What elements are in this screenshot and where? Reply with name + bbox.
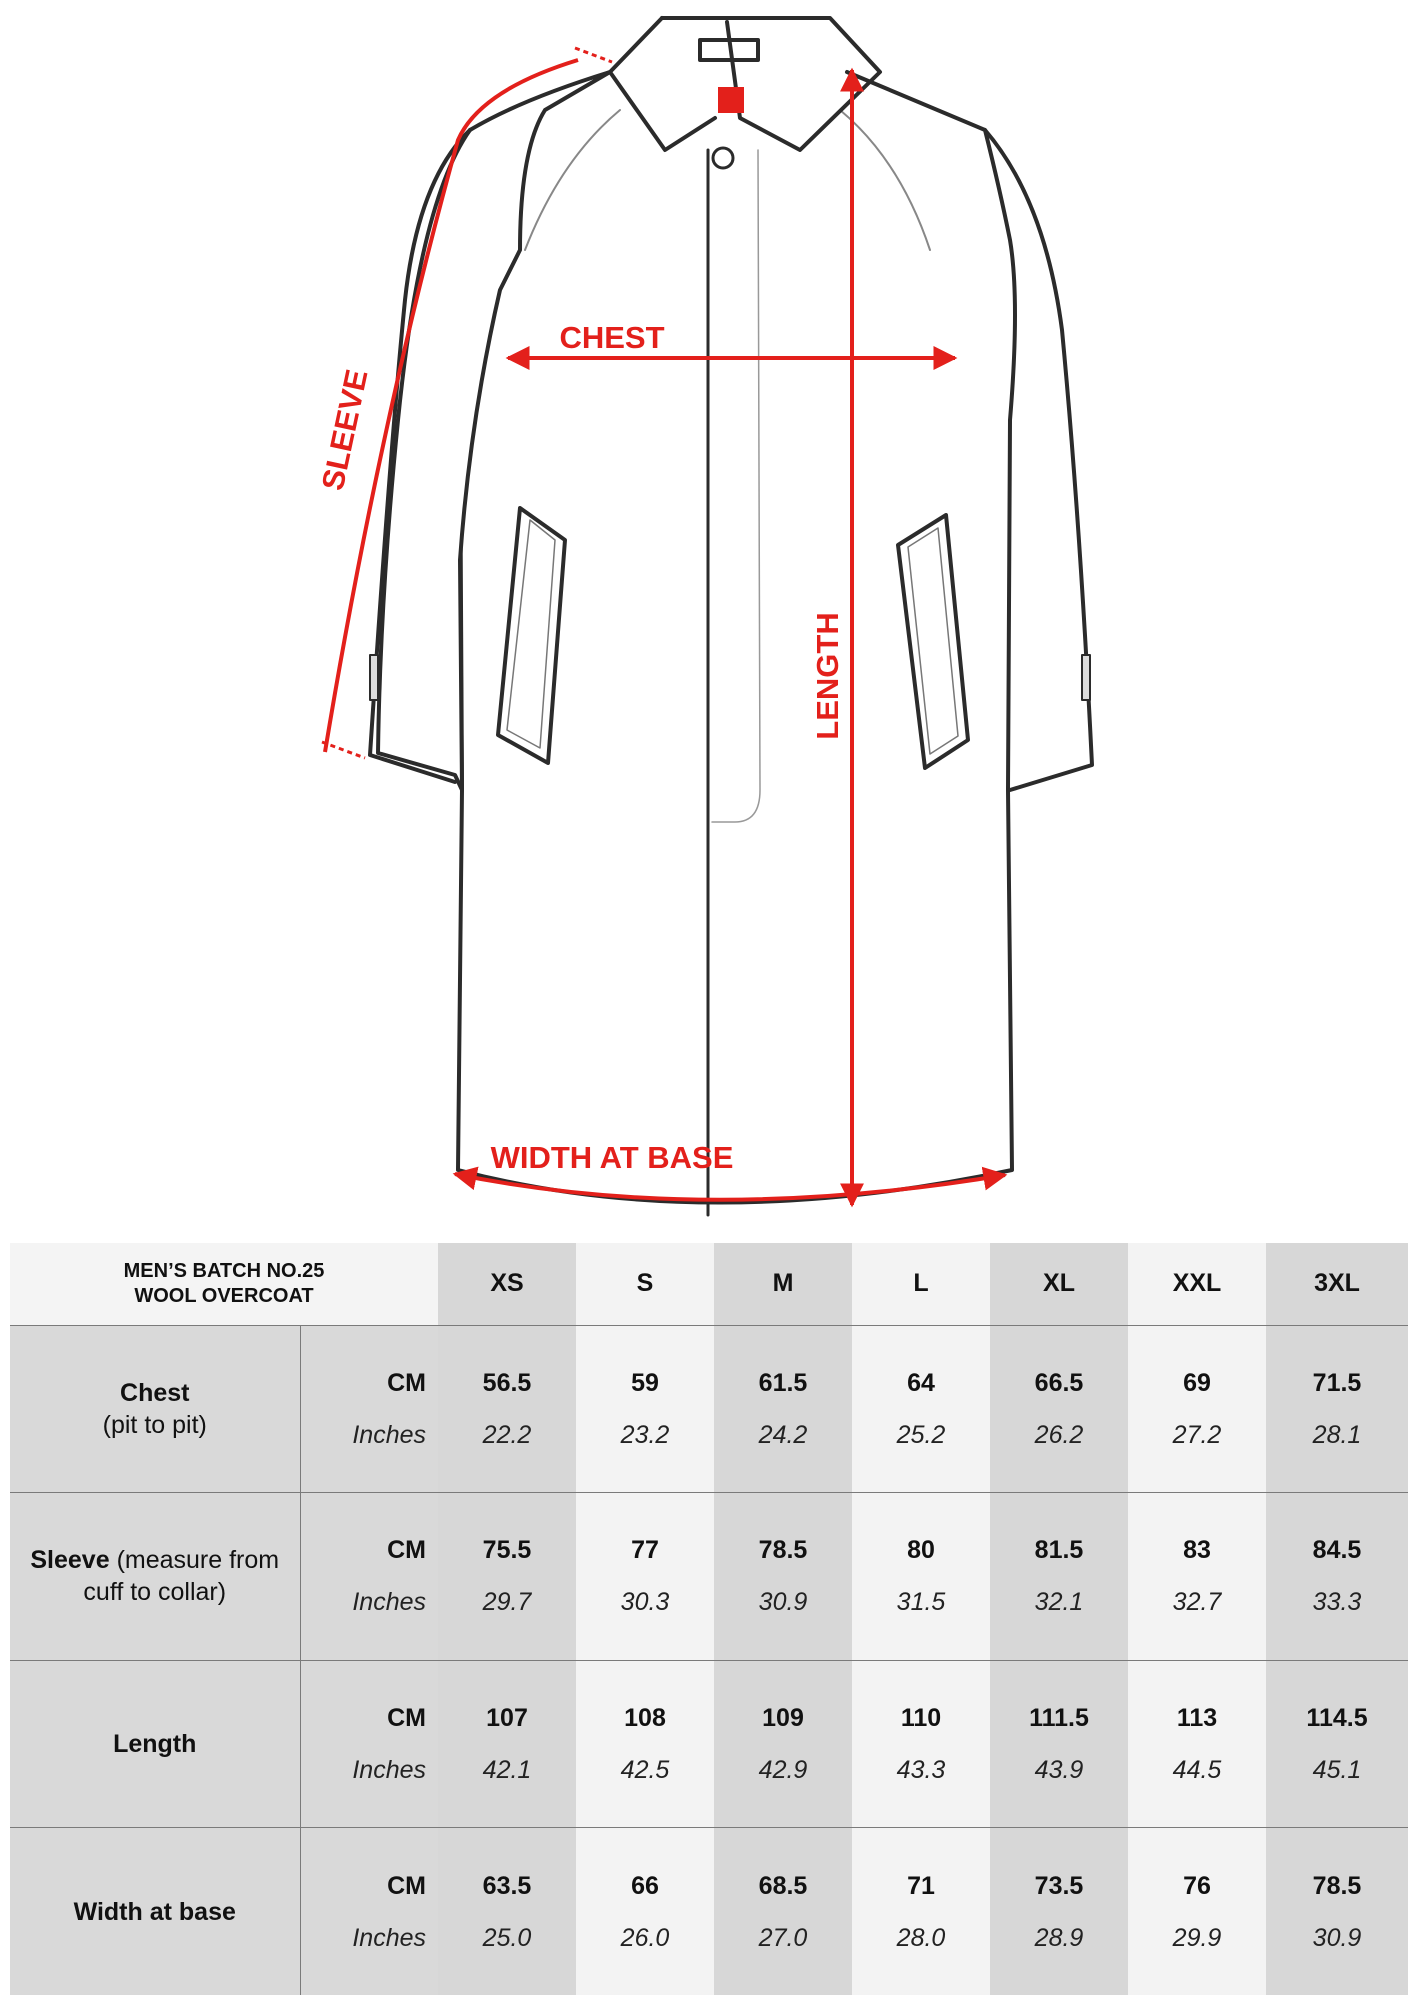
cm-value: 81.5 — [1034, 1536, 1084, 1565]
coat-outline — [370, 18, 1092, 1215]
measure-name: Width at base — [73, 1897, 236, 1926]
width-at-base-label: WIDTH AT BASE — [490, 1140, 734, 1175]
length-label: LENGTH — [810, 612, 845, 740]
table-title-line1: MEN’S BATCH NO.25 — [123, 1259, 325, 1282]
inch-value: 29.9 — [1172, 1923, 1222, 1952]
cm-value: 107 — [486, 1703, 528, 1732]
value-cell — [438, 1325, 576, 1492]
value-cell — [990, 1325, 1128, 1492]
value-cell — [438, 1828, 576, 1995]
table-title-line2: WOOL OVERCOAT — [134, 1284, 314, 1307]
chest-label: CHEST — [559, 320, 665, 355]
cm-value: 66 — [631, 1871, 659, 1900]
inch-value: 30.9 — [758, 1588, 808, 1617]
measure-note: (measure from cuff to collar) — [83, 1546, 280, 1607]
cm-value: 83 — [1183, 1536, 1211, 1565]
inch-value: 44.5 — [1172, 1755, 1222, 1784]
measure-label — [10, 1325, 300, 1492]
cm-value: 69 — [1183, 1368, 1211, 1397]
cm-value: 68.5 — [758, 1871, 808, 1900]
size-header-m: M — [714, 1243, 852, 1325]
cm-value: 63.5 — [482, 1871, 532, 1900]
cm-value: 113 — [1176, 1703, 1218, 1732]
value-cell — [576, 1493, 714, 1660]
table-header-row — [10, 1243, 1408, 1325]
measure-label — [10, 1660, 300, 1827]
inch-value: 42.5 — [620, 1755, 670, 1784]
cm-value: 80 — [907, 1536, 935, 1565]
value-cell — [1266, 1828, 1408, 1995]
measure-name: Chest — [120, 1378, 190, 1407]
unit-cell — [300, 1493, 438, 1660]
unit-cm: CM — [387, 1871, 427, 1900]
inch-value: 24.2 — [758, 1420, 808, 1449]
inch-value: 22.2 — [482, 1420, 532, 1449]
inch-value: 30.9 — [1312, 1923, 1362, 1952]
inch-value: 25.2 — [896, 1420, 946, 1449]
unit-cell — [300, 1828, 438, 1995]
cm-value: 61.5 — [758, 1368, 808, 1397]
inch-value: 32.1 — [1034, 1588, 1084, 1617]
cm-value: 75.5 — [482, 1536, 532, 1565]
cm-value: 71 — [907, 1871, 935, 1900]
inch-value: 33.3 — [1312, 1588, 1362, 1617]
unit-cm: CM — [387, 1703, 427, 1732]
value-cell — [714, 1325, 852, 1492]
value-cell — [852, 1828, 990, 1995]
inch-value: 42.9 — [758, 1755, 808, 1784]
brand-tag-icon — [718, 87, 744, 113]
size-header-xl: XL — [990, 1243, 1128, 1325]
value-cell — [1128, 1660, 1266, 1827]
measure-name: Length — [113, 1729, 197, 1758]
value-cell — [990, 1493, 1128, 1660]
value-cell — [990, 1660, 1128, 1827]
inch-value: 32.7 — [1172, 1588, 1222, 1617]
unit-inches: Inches — [352, 1420, 427, 1449]
inch-value: 28.0 — [896, 1923, 946, 1952]
size-header-s: S — [576, 1243, 714, 1325]
value-cell — [852, 1493, 990, 1660]
value-cell — [576, 1325, 714, 1492]
inch-value: 31.5 — [896, 1588, 946, 1617]
cm-value: 114.5 — [1306, 1703, 1368, 1732]
inch-value: 23.2 — [620, 1420, 670, 1449]
sleeve-label: SLEEVE — [314, 366, 375, 494]
value-cell — [990, 1828, 1128, 1995]
unit-cell — [300, 1325, 438, 1492]
inch-value: 27.2 — [1172, 1420, 1222, 1449]
table-row-length — [10, 1660, 1408, 1827]
inch-value: 28.9 — [1034, 1923, 1084, 1952]
cm-value: 66.5 — [1034, 1368, 1084, 1397]
cm-value: 111.5 — [1029, 1703, 1089, 1732]
value-cell — [1128, 1493, 1266, 1660]
value-cell — [1266, 1493, 1408, 1660]
value-cell — [576, 1828, 714, 1995]
inch-value: 30.3 — [620, 1588, 670, 1617]
measure-label — [10, 1493, 300, 1660]
cm-value: 78.5 — [1312, 1871, 1362, 1900]
unit-inches: Inches — [352, 1755, 427, 1784]
table-row-sleeve — [10, 1493, 1408, 1660]
cm-value: 77 — [631, 1536, 659, 1565]
table-row-chest — [10, 1325, 1408, 1492]
inch-value: 43.9 — [1034, 1755, 1084, 1784]
size-chart-table — [10, 1243, 1408, 1995]
cm-value: 84.5 — [1312, 1536, 1362, 1565]
value-cell — [1266, 1660, 1408, 1827]
value-cell — [714, 1493, 852, 1660]
value-cell — [438, 1660, 576, 1827]
unit-inches: Inches — [352, 1588, 427, 1617]
value-cell — [438, 1493, 576, 1660]
inch-value: 42.1 — [482, 1755, 532, 1784]
value-cell — [576, 1660, 714, 1827]
base-measure-line — [455, 1174, 1005, 1200]
cm-value: 78.5 — [758, 1536, 808, 1565]
value-cell — [1128, 1325, 1266, 1492]
inch-value: 26.0 — [620, 1923, 670, 1952]
table-title — [10, 1243, 438, 1325]
measure-name: Sleeve — [30, 1546, 110, 1575]
table-row-width-at-base — [10, 1828, 1408, 1995]
inch-value: 45.1 — [1312, 1755, 1362, 1784]
size-header-xs: XS — [438, 1243, 576, 1325]
cm-value: 110 — [900, 1703, 942, 1732]
inch-value: 43.3 — [896, 1755, 946, 1784]
cm-value: 73.5 — [1034, 1871, 1084, 1900]
value-cell — [1128, 1828, 1266, 1995]
size-header-3xl: 3XL — [1266, 1243, 1408, 1325]
inch-value: 27.0 — [758, 1923, 808, 1952]
value-cell — [714, 1660, 852, 1827]
cm-value: 109 — [762, 1703, 804, 1732]
cm-value: 59 — [631, 1368, 659, 1397]
value-cell — [852, 1660, 990, 1827]
inch-value: 29.7 — [482, 1588, 532, 1617]
value-cell — [714, 1828, 852, 1995]
cm-value: 108 — [624, 1703, 666, 1732]
cm-value: 71.5 — [1312, 1368, 1362, 1397]
size-header-l: L — [852, 1243, 990, 1325]
value-cell — [852, 1325, 990, 1492]
cm-value: 76 — [1183, 1871, 1211, 1900]
unit-inches: Inches — [352, 1923, 427, 1952]
inch-value: 25.0 — [482, 1923, 532, 1952]
measure-label — [10, 1828, 300, 1995]
inch-value: 28.1 — [1312, 1420, 1362, 1449]
value-cell — [1266, 1325, 1408, 1492]
cm-value: 56.5 — [482, 1368, 532, 1397]
cm-value: 64 — [907, 1368, 935, 1397]
unit-cm: CM — [387, 1368, 427, 1397]
collar-button-icon — [713, 148, 733, 168]
size-header-xxl: XXL — [1128, 1243, 1266, 1325]
inch-value: 26.2 — [1034, 1420, 1084, 1449]
measure-note: (pit to pit) — [102, 1410, 207, 1439]
unit-cm: CM — [387, 1536, 427, 1565]
unit-cell — [300, 1660, 438, 1827]
